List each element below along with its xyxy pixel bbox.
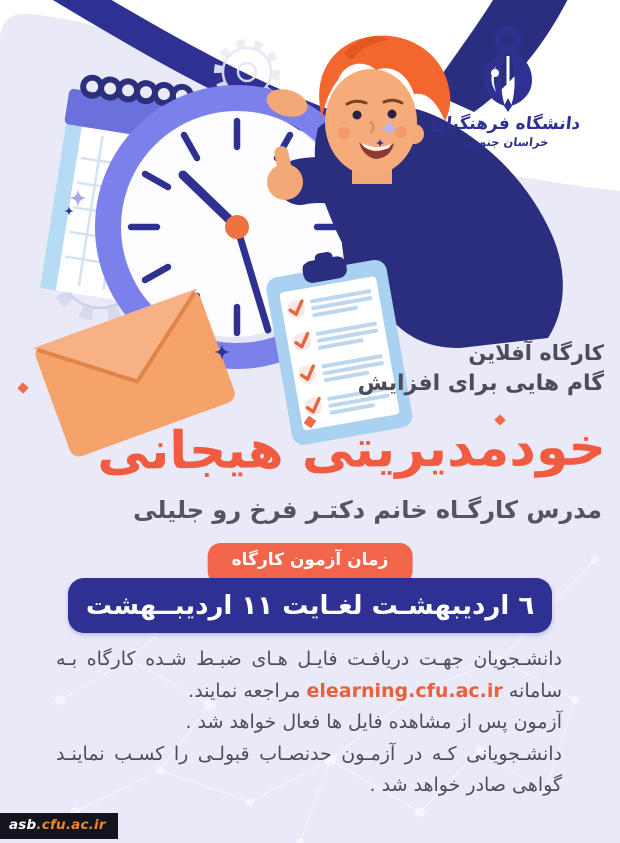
note-line: گواهی صادر خواهد شد . bbox=[369, 774, 562, 796]
elearning-link[interactable]: elearning.cfu.ac.ir bbox=[306, 679, 503, 702]
note-link-prefix: سامانه bbox=[508, 679, 562, 702]
university-name: دانشگاه فرهنگیان bbox=[430, 114, 582, 134]
university-logo-block bbox=[418, 26, 594, 149]
exam-time-badge: زمان آزمون کارگاه bbox=[208, 543, 413, 584]
note-line: آزمون پس از مشاهده فایل ها فعال خواهد شد . bbox=[185, 711, 562, 733]
site-url-rest: .cfu.ac.ir bbox=[36, 817, 106, 833]
site-url-badge[interactable] bbox=[0, 813, 118, 839]
site-url-bold: asb bbox=[9, 817, 37, 833]
note-line: دانشـجویانی کـه در آزمـون حدنصـاب قبولـی را کسـب نماینـد bbox=[56, 742, 562, 765]
intro-block bbox=[358, 338, 604, 400]
instructor-line: مدرس کارگـاه خانم دکتـر فرخ رو جلیلی bbox=[133, 496, 602, 524]
workshop-tagline: گام هایی برای افزایش bbox=[357, 371, 604, 396]
workshop-title: خودمدیریتی هیجانی bbox=[96, 417, 607, 482]
workshop-type-label: کارگاه آفلاین bbox=[468, 341, 604, 365]
notes-block bbox=[56, 644, 562, 802]
exam-date-band: ٦ اردیبهشـت لغـایت ۱۱ اردیبــهشت bbox=[68, 578, 552, 633]
university-branch: خراسان جنوبی bbox=[462, 135, 550, 149]
note-line: دانشـجویان جهـت دریافـت فایـل هـای ضبـط شـده کارگاه بـه bbox=[56, 648, 562, 670]
farhangian-university-logo-icon bbox=[472, 26, 540, 112]
note-line-with-link bbox=[56, 676, 562, 708]
note-link-suffix: مراجعه نمایند. bbox=[188, 679, 301, 702]
